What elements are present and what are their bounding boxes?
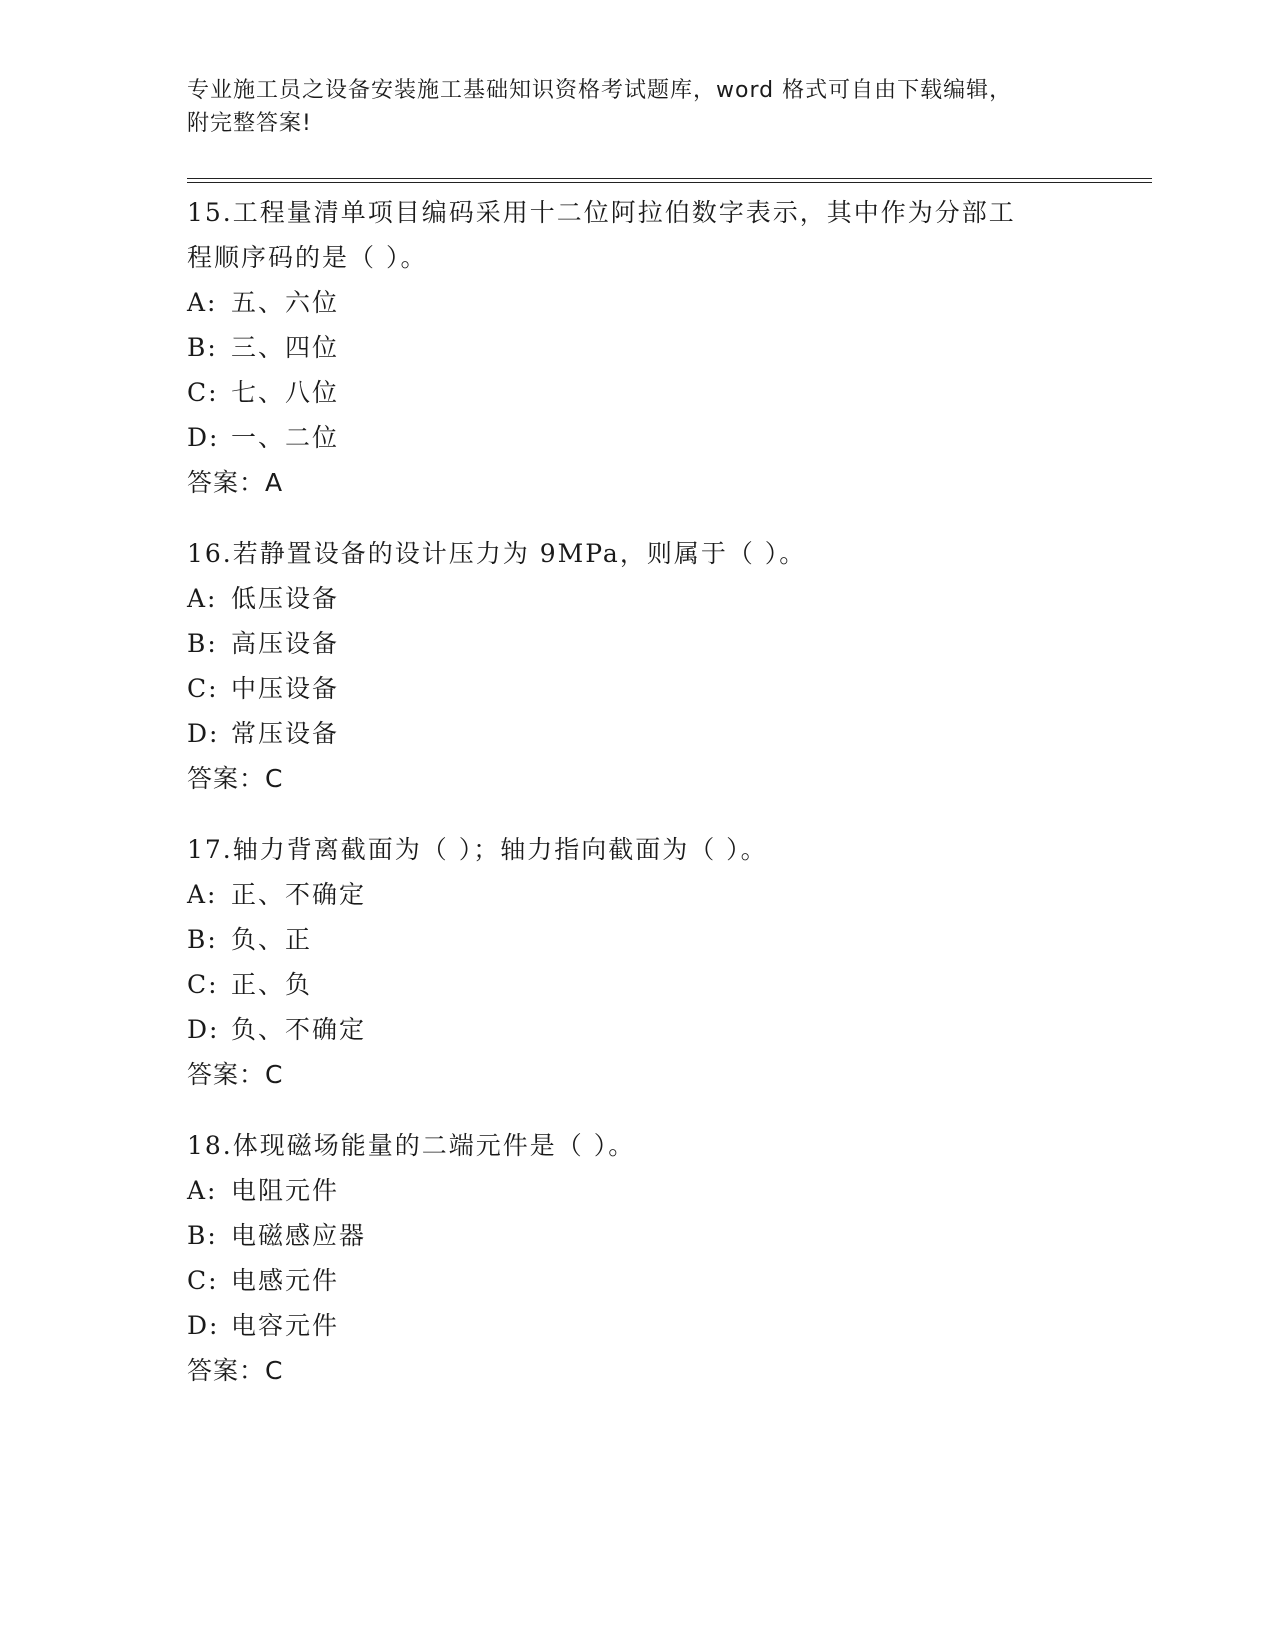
option-text: 正、负 [231, 970, 313, 999]
option-key: C: [187, 970, 219, 999]
question-title [187, 1123, 1137, 1168]
question-title-line: 15.工程量清单项目编码采用十二位阿拉伯数字表示，其中作为分部工 [187, 198, 1016, 227]
option-key: D: [187, 423, 220, 452]
option-key: A: [187, 880, 218, 909]
option-c [187, 370, 1137, 415]
option-d [187, 415, 1137, 460]
option-b [187, 325, 1137, 370]
option-b [187, 1213, 1137, 1258]
question-title-line: 18.体现磁场能量的二端元件是（ ）。 [187, 1131, 636, 1160]
option-key: D: [187, 1015, 220, 1044]
option-text: 电感元件 [231, 1266, 340, 1295]
header-line-1: 专业施工员之设备安装施工基础知识资格考试题库，word 格式可自由下载编辑， [187, 78, 1013, 103]
option-key: B: [187, 1221, 218, 1250]
option-key: A: [187, 584, 218, 613]
option-d [187, 711, 1137, 756]
option-text: 负、不确定 [231, 1015, 367, 1044]
question-title [187, 531, 1137, 576]
question-list [187, 190, 1137, 1419]
option-key: A: [187, 288, 218, 317]
option-key: B: [187, 333, 218, 362]
question-16 [187, 531, 1137, 801]
option-text: 中压设备 [231, 674, 340, 703]
question-18 [187, 1123, 1137, 1393]
option-key: D: [187, 719, 220, 748]
option-text: 一、二位 [231, 423, 340, 452]
option-key: A: [187, 1176, 218, 1205]
option-text: 五、六位 [231, 288, 340, 317]
question-17 [187, 827, 1137, 1097]
option-key: C: [187, 378, 219, 407]
option-b [187, 917, 1137, 962]
question-title [187, 827, 1137, 872]
header-divider-top [187, 178, 1152, 179]
option-text: 正、不确定 [231, 880, 367, 909]
option-text: 高压设备 [231, 629, 340, 658]
option-text: 电阻元件 [231, 1176, 340, 1205]
option-key: D: [187, 1311, 220, 1340]
question-title-line: 程顺序码的是（ ）。 [187, 243, 428, 272]
option-b [187, 621, 1137, 666]
option-key: B: [187, 925, 218, 954]
option-text: 电磁感应器 [231, 1221, 367, 1250]
answer: 答案：A [187, 468, 284, 497]
option-text: 七、八位 [231, 378, 340, 407]
header-divider-bottom [187, 182, 1152, 183]
option-text: 三、四位 [231, 333, 340, 362]
option-d [187, 1303, 1137, 1348]
option-a [187, 1168, 1137, 1213]
option-c [187, 666, 1137, 711]
question-title-line: 17.轴力背离截面为（ ）；轴力指向截面为（ ）。 [187, 835, 768, 864]
answer: 答案：C [187, 1356, 284, 1385]
option-a [187, 872, 1137, 917]
document-header [187, 74, 1087, 140]
option-d [187, 1007, 1137, 1052]
option-c [187, 962, 1137, 1007]
option-key: C: [187, 674, 219, 703]
answer: 答案：C [187, 764, 284, 793]
question-15 [187, 190, 1137, 505]
option-text: 常压设备 [231, 719, 340, 748]
question-title [187, 190, 1137, 280]
question-title-line: 16.若静置设备的设计压力为 9MPa，则属于（ ）。 [187, 539, 807, 568]
option-a [187, 576, 1137, 621]
option-text: 低压设备 [231, 584, 340, 613]
option-text: 电容元件 [231, 1311, 340, 1340]
option-a [187, 280, 1137, 325]
answer: 答案：C [187, 1060, 284, 1089]
option-key: C: [187, 1266, 219, 1295]
option-c [187, 1258, 1137, 1303]
option-text: 负、正 [231, 925, 313, 954]
header-line-2: 附完整答案! [187, 111, 312, 136]
option-key: B: [187, 629, 218, 658]
